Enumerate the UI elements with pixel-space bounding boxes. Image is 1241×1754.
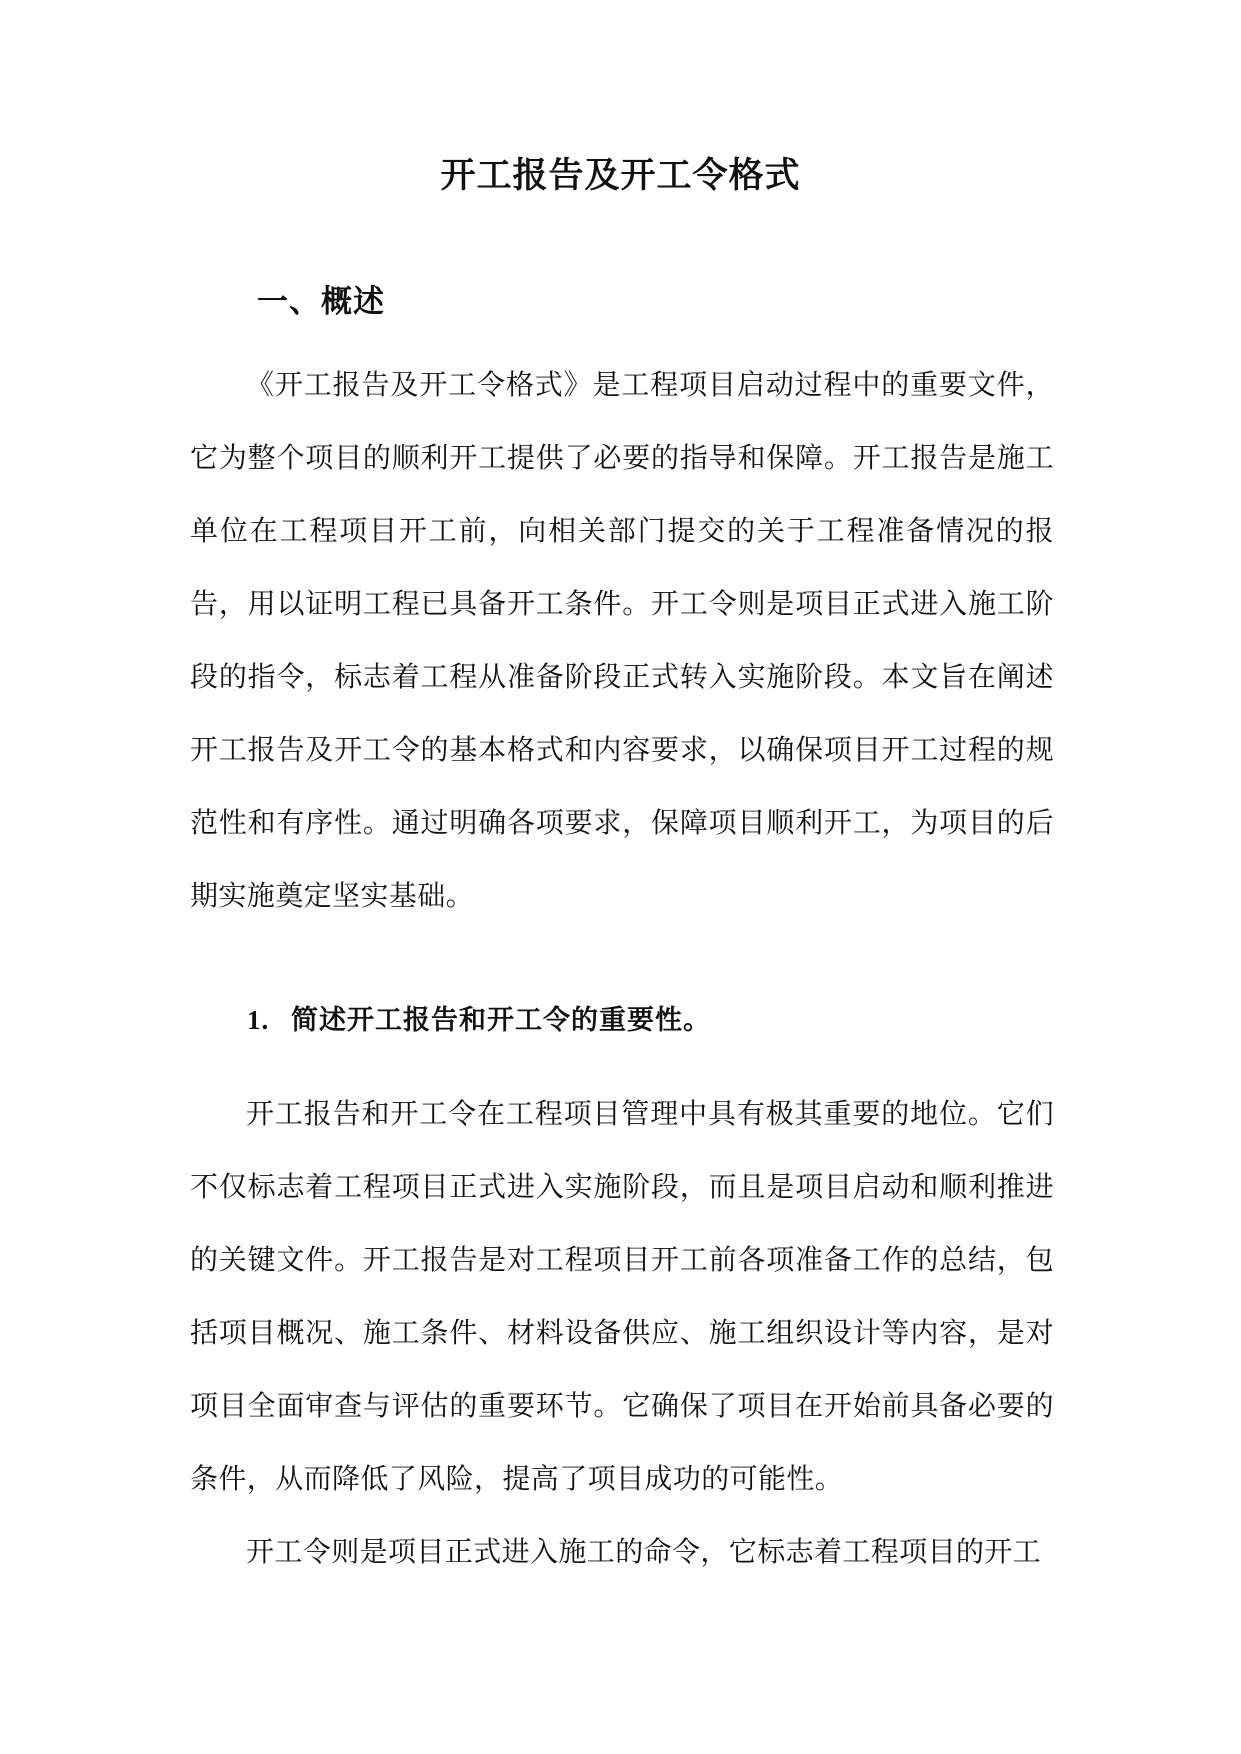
paragraph-overview: 《开工报告及开工令格式》是工程项目启动过程中的重要文件，它为整个项目的顺利开工提供了必要的指导和保障。开工报告是施工单位在工程项目开工前，向相关部门提交的关于工程准备情况的报告，用以证明工程已具备开工条件。开工令则是项目正式进入施工阶段的指令，标志着工程从准备阶段正式转入实施阶段。本文旨在阐述开工报告及开工令的基本格式和内容要求，以确保项目开工过程的规范性和有序性。通过明确各项要求，保障项目顺利开工，为项目的后期实施奠定坚实基础。 xyxy=(190,368,1054,912)
paragraph-start-order: 开工令则是项目正式进入施工的命令，它标志着工程项目的开工 xyxy=(246,1535,1042,1568)
section-heading-overview: 一、概述 xyxy=(257,284,385,320)
subheading-number: 1. xyxy=(247,1005,270,1035)
document-title: 开工报告及开工令格式 xyxy=(440,155,801,196)
subheading-text: 简述开工报告和开工令的重要性。 xyxy=(291,1005,711,1036)
subheading-importance xyxy=(247,1000,711,1041)
paragraph-importance: 开工报告和开工令在工程项目管理中具有极其重要的地位。它们不仅标志着工程项目正式进入实施阶段，而且是项目启动和顺利推进的关键文件。开工报告是对工程项目开工前各项准备工作的总结，包括项目概况、施工条件、材料设备供应、施工组织设计等内容，是对项目全面审查与评估的重要环节。它确保了项目在开始前具备必要的条件，从而降低了风险，提高了项目成功的可能性。 xyxy=(190,1097,1054,1495)
